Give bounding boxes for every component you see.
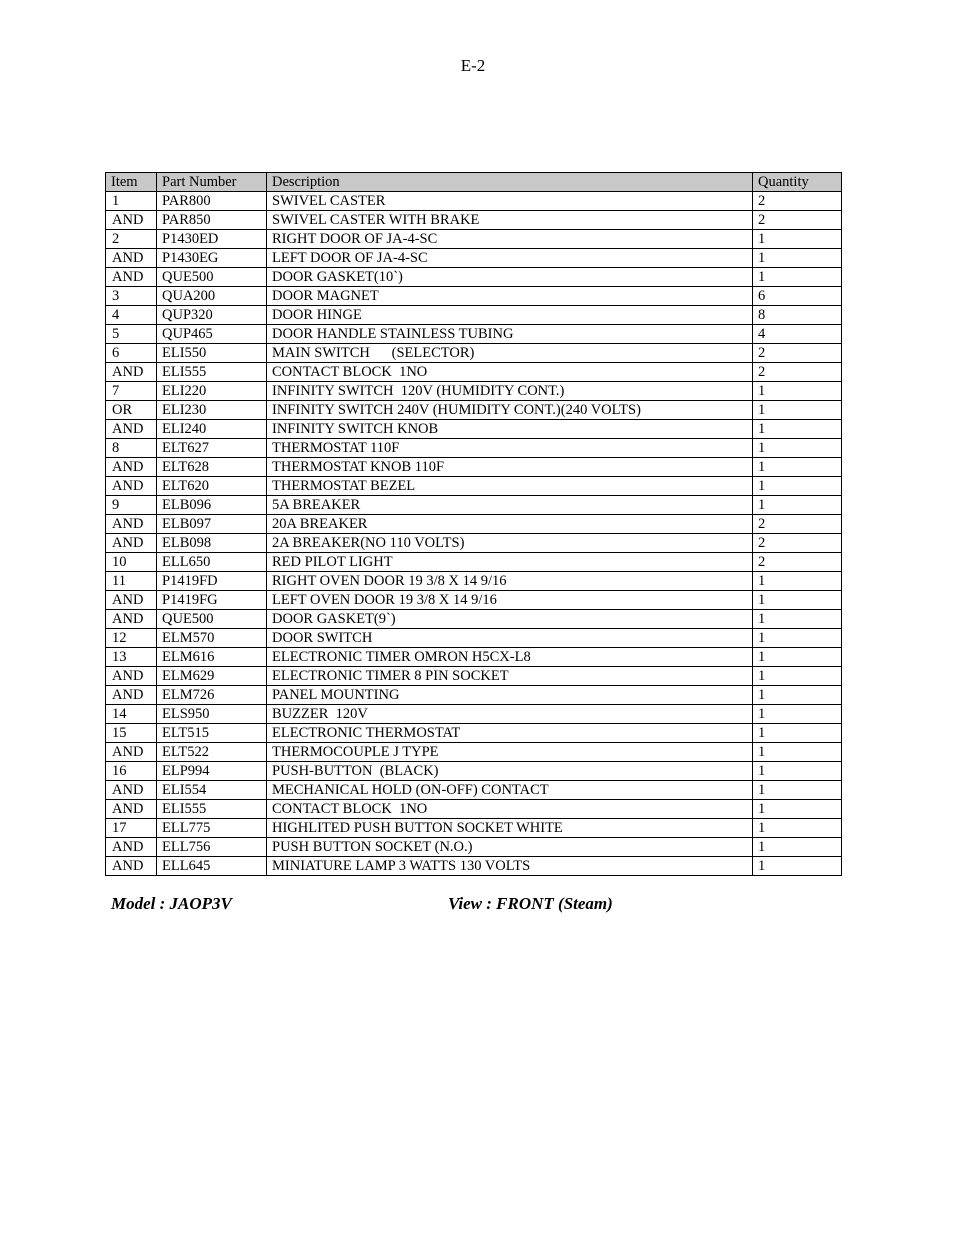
table-row xyxy=(106,781,842,800)
cell-part-number: ELL775 xyxy=(157,819,267,838)
table-row xyxy=(106,553,842,572)
table-row xyxy=(106,705,842,724)
cell-item: 4 xyxy=(106,306,157,325)
cell-part-number: PAR800 xyxy=(157,192,267,211)
cell-item: 12 xyxy=(106,629,157,648)
table-row xyxy=(106,249,842,268)
cell-item: 11 xyxy=(106,572,157,591)
cell-description: SWIVEL CASTER xyxy=(267,192,753,211)
cell-item: OR xyxy=(106,401,157,420)
cell-description: MINIATURE LAMP 3 WATTS 130 VOLTS xyxy=(267,857,753,876)
cell-quantity: 1 xyxy=(753,762,842,781)
cell-item: AND xyxy=(106,610,157,629)
cell-quantity: 1 xyxy=(753,781,842,800)
cell-description: THERMOCOUPLE J TYPE xyxy=(267,743,753,762)
cell-quantity: 1 xyxy=(753,743,842,762)
table-row xyxy=(106,382,842,401)
cell-part-number: ELB098 xyxy=(157,534,267,553)
table-row xyxy=(106,819,842,838)
table-row xyxy=(106,420,842,439)
table-row xyxy=(106,211,842,230)
cell-part-number: QUE500 xyxy=(157,268,267,287)
cell-description: 5A BREAKER xyxy=(267,496,753,515)
cell-item: 2 xyxy=(106,230,157,249)
cell-description: INFINITY SWITCH 240V (HUMIDITY CONT.)(240 VOLTS) xyxy=(267,401,753,420)
cell-item: 16 xyxy=(106,762,157,781)
cell-quantity: 1 xyxy=(753,401,842,420)
cell-item: AND xyxy=(106,667,157,686)
cell-quantity: 1 xyxy=(753,382,842,401)
cell-part-number: ELS950 xyxy=(157,705,267,724)
table-row xyxy=(106,325,842,344)
cell-part-number: P1419FG xyxy=(157,591,267,610)
page-number: E-2 xyxy=(460,56,486,75)
cell-quantity: 1 xyxy=(753,838,842,857)
cell-part-number: ELI240 xyxy=(157,420,267,439)
table-row xyxy=(106,287,842,306)
cell-item: 10 xyxy=(106,553,157,572)
cell-quantity: 1 xyxy=(753,800,842,819)
cell-part-number: QUA200 xyxy=(157,287,267,306)
cell-quantity: 1 xyxy=(753,857,842,876)
cell-quantity: 1 xyxy=(753,572,842,591)
cell-item: AND xyxy=(106,211,157,230)
cell-part-number: ELM726 xyxy=(157,686,267,705)
cell-description: RIGHT DOOR OF JA-4-SC xyxy=(267,230,753,249)
table-row xyxy=(106,534,842,553)
cell-item: 9 xyxy=(106,496,157,515)
cell-description: ELECTRONIC TIMER 8 PIN SOCKET xyxy=(267,667,753,686)
cell-description: DOOR HINGE xyxy=(267,306,753,325)
cell-description: 2A BREAKER(NO 110 VOLTS) xyxy=(267,534,753,553)
cell-description: INFINITY SWITCH KNOB xyxy=(267,420,753,439)
cell-part-number: P1419FD xyxy=(157,572,267,591)
cell-part-number: ELM570 xyxy=(157,629,267,648)
cell-quantity: 2 xyxy=(753,192,842,211)
cell-quantity: 1 xyxy=(753,705,842,724)
table-row xyxy=(106,591,842,610)
table-row xyxy=(106,743,842,762)
cell-item: AND xyxy=(106,363,157,382)
cell-quantity: 1 xyxy=(753,686,842,705)
cell-description: INFINITY SWITCH 120V (HUMIDITY CONT.) xyxy=(267,382,753,401)
cell-part-number: ELL645 xyxy=(157,857,267,876)
cell-description: DOOR GASKET(10`) xyxy=(267,268,753,287)
cell-item: 1 xyxy=(106,192,157,211)
cell-quantity: 6 xyxy=(753,287,842,306)
cell-part-number: QUP320 xyxy=(157,306,267,325)
cell-item: AND xyxy=(106,534,157,553)
header-item: Item xyxy=(106,173,157,192)
cell-quantity: 8 xyxy=(753,306,842,325)
cell-item: AND xyxy=(106,686,157,705)
cell-part-number: ELT522 xyxy=(157,743,267,762)
cell-item: AND xyxy=(106,838,157,857)
table-row xyxy=(106,724,842,743)
cell-description: DOOR GASKET(9`) xyxy=(267,610,753,629)
cell-description: PANEL MOUNTING xyxy=(267,686,753,705)
cell-item: AND xyxy=(106,591,157,610)
cell-item: 8 xyxy=(106,439,157,458)
cell-item: AND xyxy=(106,781,157,800)
cell-description: MECHANICAL HOLD (ON-OFF) CONTACT xyxy=(267,781,753,800)
cell-part-number: QUP465 xyxy=(157,325,267,344)
table-row xyxy=(106,477,842,496)
cell-part-number: ELT620 xyxy=(157,477,267,496)
table-row xyxy=(106,610,842,629)
cell-item: AND xyxy=(106,268,157,287)
cell-description: SWIVEL CASTER WITH BRAKE xyxy=(267,211,753,230)
cell-quantity: 2 xyxy=(753,534,842,553)
cell-quantity: 1 xyxy=(753,230,842,249)
cell-quantity: 1 xyxy=(753,819,842,838)
cell-description: CONTACT BLOCK 1NO xyxy=(267,800,753,819)
table-row xyxy=(106,572,842,591)
table-row xyxy=(106,838,842,857)
table-row xyxy=(106,648,842,667)
cell-part-number: ELT515 xyxy=(157,724,267,743)
cell-quantity: 1 xyxy=(753,439,842,458)
cell-part-number: PAR850 xyxy=(157,211,267,230)
cell-description: ELECTRONIC THERMOSTAT xyxy=(267,724,753,743)
cell-item: AND xyxy=(106,458,157,477)
cell-quantity: 1 xyxy=(753,249,842,268)
header-quantity: Quantity xyxy=(753,173,842,192)
cell-part-number: ELL650 xyxy=(157,553,267,572)
cell-item: AND xyxy=(106,515,157,534)
table-row xyxy=(106,686,842,705)
table-row xyxy=(106,667,842,686)
cell-part-number: ELT627 xyxy=(157,439,267,458)
cell-description: ELECTRONIC TIMER OMRON H5CX-L8 xyxy=(267,648,753,667)
table-row xyxy=(106,306,842,325)
cell-description: THERMOSTAT KNOB 110F xyxy=(267,458,753,477)
header-part-number: Part Number xyxy=(157,173,267,192)
cell-description: DOOR HANDLE STAINLESS TUBING xyxy=(267,325,753,344)
cell-part-number: ELI550 xyxy=(157,344,267,363)
cell-quantity: 1 xyxy=(753,477,842,496)
cell-part-number: ELI554 xyxy=(157,781,267,800)
cell-description: BUZZER 120V xyxy=(267,705,753,724)
cell-item: 7 xyxy=(106,382,157,401)
table-row xyxy=(106,496,842,515)
cell-item: AND xyxy=(106,857,157,876)
view-label: View : FRONT (Steam) xyxy=(448,894,613,913)
cell-part-number: P1430EG xyxy=(157,249,267,268)
cell-quantity: 1 xyxy=(753,268,842,287)
cell-part-number: ELL756 xyxy=(157,838,267,857)
cell-description: CONTACT BLOCK 1NO xyxy=(267,363,753,382)
table-row xyxy=(106,363,842,382)
cell-quantity: 1 xyxy=(753,591,842,610)
cell-description: MAIN SWITCH (SELECTOR) xyxy=(267,344,753,363)
cell-item: 14 xyxy=(106,705,157,724)
cell-part-number: ELP994 xyxy=(157,762,267,781)
table-row xyxy=(106,401,842,420)
cell-description: PUSH BUTTON SOCKET (N.O.) xyxy=(267,838,753,857)
table-row xyxy=(106,268,842,287)
table-row xyxy=(106,439,842,458)
cell-quantity: 1 xyxy=(753,724,842,743)
cell-quantity: 1 xyxy=(753,610,842,629)
cell-part-number: ELT628 xyxy=(157,458,267,477)
cell-description: THERMOSTAT BEZEL xyxy=(267,477,753,496)
cell-description: THERMOSTAT 110F xyxy=(267,439,753,458)
cell-quantity: 2 xyxy=(753,515,842,534)
cell-description: LEFT OVEN DOOR 19 3/8 X 14 9/16 xyxy=(267,591,753,610)
cell-description: PUSH-BUTTON (BLACK) xyxy=(267,762,753,781)
cell-quantity: 1 xyxy=(753,667,842,686)
cell-part-number: ELI220 xyxy=(157,382,267,401)
cell-description: RED PILOT LIGHT xyxy=(267,553,753,572)
cell-part-number: ELM616 xyxy=(157,648,267,667)
cell-quantity: 1 xyxy=(753,420,842,439)
cell-description: DOOR SWITCH xyxy=(267,629,753,648)
cell-item: 15 xyxy=(106,724,157,743)
parts-table-body xyxy=(106,192,842,876)
table-header-row xyxy=(106,173,842,192)
cell-quantity: 1 xyxy=(753,648,842,667)
table-row xyxy=(106,344,842,363)
cell-description: DOOR MAGNET xyxy=(267,287,753,306)
cell-quantity: 2 xyxy=(753,344,842,363)
cell-quantity: 4 xyxy=(753,325,842,344)
cell-description: RIGHT OVEN DOOR 19 3/8 X 14 9/16 xyxy=(267,572,753,591)
cell-item: AND xyxy=(106,249,157,268)
cell-quantity: 2 xyxy=(753,211,842,230)
cell-part-number: P1430ED xyxy=(157,230,267,249)
cell-part-number: ELB097 xyxy=(157,515,267,534)
table-row xyxy=(106,629,842,648)
cell-description: 20A BREAKER xyxy=(267,515,753,534)
cell-item: AND xyxy=(106,800,157,819)
cell-part-number: ELM629 xyxy=(157,667,267,686)
cell-item: AND xyxy=(106,743,157,762)
cell-description: LEFT DOOR OF JA-4-SC xyxy=(267,249,753,268)
cell-item: AND xyxy=(106,477,157,496)
table-row xyxy=(106,857,842,876)
cell-item: 5 xyxy=(106,325,157,344)
cell-quantity: 1 xyxy=(753,458,842,477)
cell-part-number: ELI230 xyxy=(157,401,267,420)
table-row xyxy=(106,230,842,249)
cell-part-number: ELB096 xyxy=(157,496,267,515)
cell-quantity: 2 xyxy=(753,553,842,572)
cell-description: HIGHLITED PUSH BUTTON SOCKET WHITE xyxy=(267,819,753,838)
table-row xyxy=(106,458,842,477)
cell-item: 6 xyxy=(106,344,157,363)
cell-quantity: 1 xyxy=(753,629,842,648)
model-label: Model : JAOP3V xyxy=(111,894,232,913)
table-row xyxy=(106,192,842,211)
table-row xyxy=(106,762,842,781)
cell-quantity: 2 xyxy=(753,363,842,382)
cell-part-number: ELI555 xyxy=(157,363,267,382)
header-description: Description xyxy=(267,173,753,192)
table-row xyxy=(106,800,842,819)
cell-item: 17 xyxy=(106,819,157,838)
cell-quantity: 1 xyxy=(753,496,842,515)
cell-item: 3 xyxy=(106,287,157,306)
cell-item: 13 xyxy=(106,648,157,667)
cell-item: AND xyxy=(106,420,157,439)
cell-part-number: QUE500 xyxy=(157,610,267,629)
table-row xyxy=(106,515,842,534)
cell-part-number: ELI555 xyxy=(157,800,267,819)
parts-table xyxy=(105,172,842,876)
